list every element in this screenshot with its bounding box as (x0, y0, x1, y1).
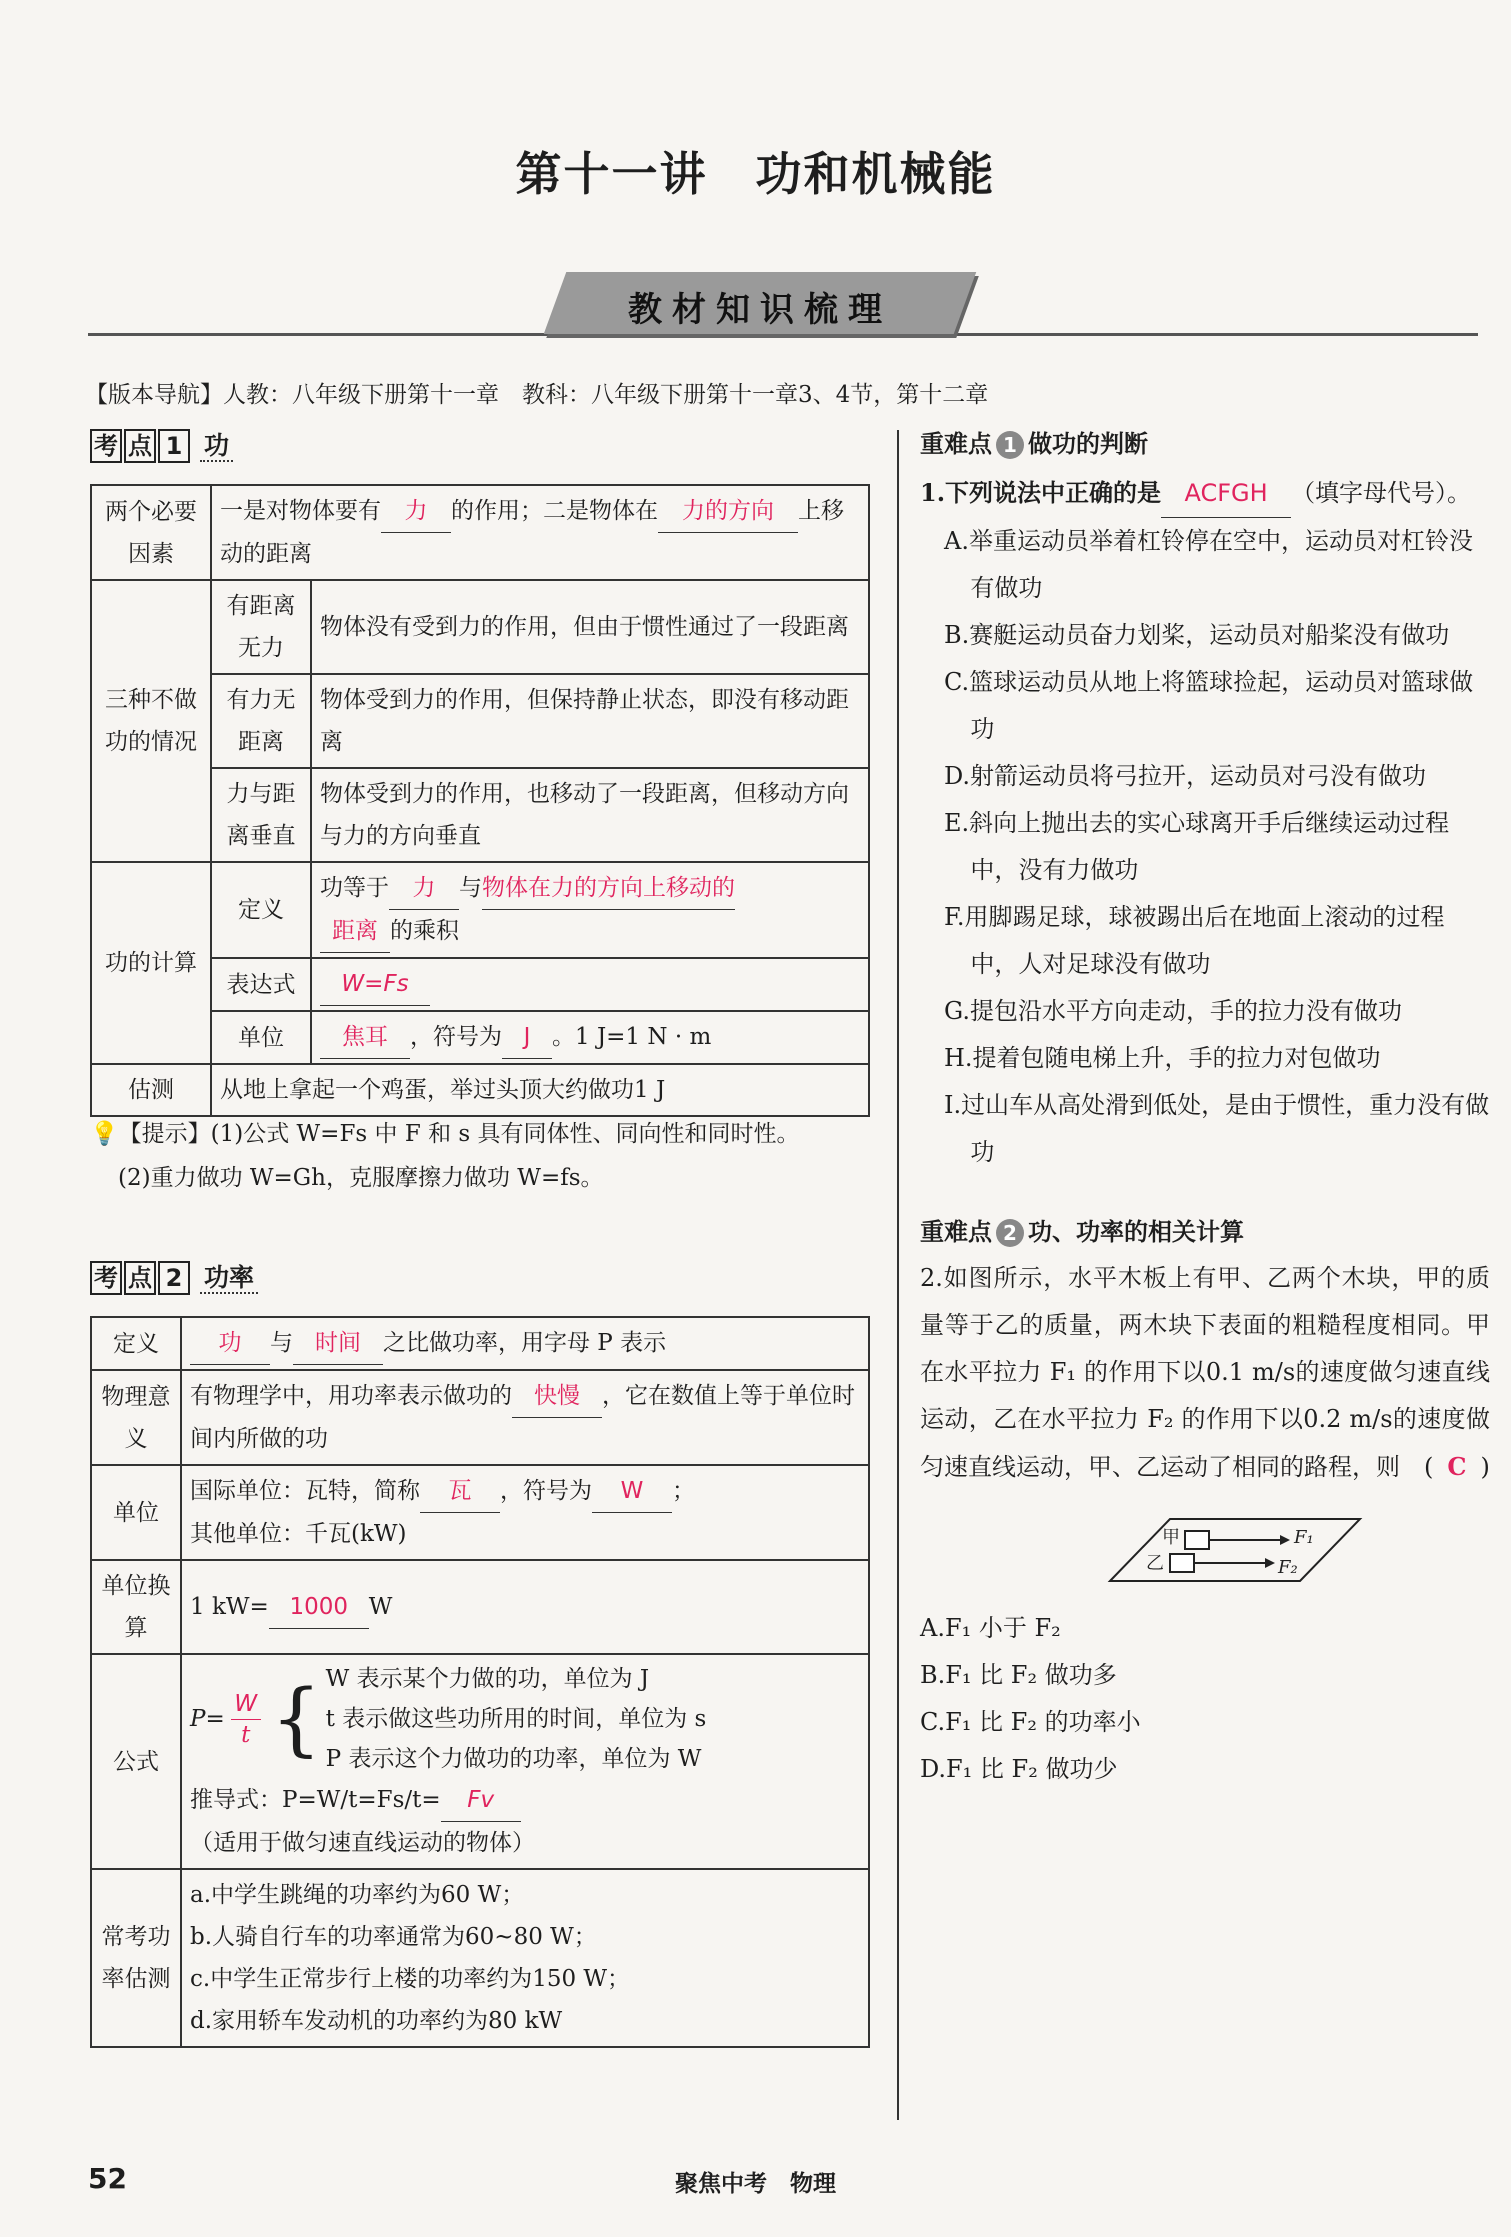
number-circle: 1 (996, 431, 1024, 459)
block-jia (1185, 1531, 1209, 1549)
tip-line: (2)重力做功 W=Gh，克服摩擦力做功 W=fs。 (118, 1165, 604, 1191)
option: B.赛艇运动员奋力划桨，运动员对船桨没有做功 (944, 621, 1450, 649)
formula-explanations: W 表示某个力做的功，单位为 J t 表示做这些功所用的时间，单位为 s P 表示这个力做功的功率，单位为 W (325, 1666, 707, 1772)
row-label: 单位 (91, 1465, 181, 1560)
kp-number: 2 (158, 1261, 190, 1295)
option: I.过山车从高处滑到低处，是由于惯性，重力没有做功 (944, 1091, 1490, 1166)
kp2-name: 功率 (200, 1263, 258, 1294)
answer-blank: 力 (381, 490, 451, 533)
arrowhead (1280, 1535, 1290, 1545)
case-label: 有距离无力 (211, 580, 311, 674)
section-banner-text: 教材知识梳理 (628, 290, 892, 330)
option: B.F₁ 比 F₂ 做功多 (920, 1661, 1117, 1689)
row-content: 1 kW= 1000 W (181, 1560, 869, 1654)
label-jia: 甲 (1162, 1527, 1180, 1548)
lightbulb-icon: 💡 (90, 1121, 119, 1147)
answer-blank: 功 (190, 1322, 270, 1365)
kp2-heading (90, 1258, 258, 1295)
option: C.F₁ 比 F₂ 的功率小 (920, 1708, 1141, 1736)
option: G.提包沿水平方向走动，手的拉力没有做功 (944, 997, 1402, 1025)
table-row (91, 1465, 869, 1560)
row-content: 一是对物体要有 力 的作用；二是物体在 力的方向 上移动的距离 (211, 485, 869, 580)
answer-blank: 瓦 (420, 1470, 500, 1513)
option: E.斜向上抛出去的实心球离开手后继续运动过程中，没有力做功 (944, 809, 1450, 884)
table-row (91, 1869, 869, 2047)
kp2-table (90, 1316, 870, 2048)
right-column (920, 424, 1490, 1793)
sub-label: 单位 (211, 1011, 311, 1064)
table-row (91, 1317, 869, 1370)
version-guide: 【版本导航】人教：八年级下册第十一章 教科：八年级下册第十一章3、4节，第十二章 (85, 382, 989, 408)
question-1: 1.下列说法中正确的是 ACFGH （填字母代号）。 (920, 469, 1490, 518)
kp-box: 点 (124, 429, 156, 463)
option: A.举重运动员举着杠铃停在空中，运动员对杠铃没有做功 (944, 527, 1473, 602)
row-content: 有物理学中，用功率表示做功的 快慢 ，它在数值上等于单位时间内所做的功 (181, 1370, 869, 1465)
sub-label: 定义 (211, 862, 311, 958)
table-row (91, 1560, 869, 1654)
label-yi: 乙 (1146, 1553, 1164, 1574)
row-content: 功等于 力 与物体在力的方向上移动的 距离 的乘积 (311, 862, 869, 958)
row-content (181, 1654, 869, 1869)
answer-blank: 力 (389, 867, 459, 910)
question-2: 2.如图所示，水平木板上有甲、乙两个木块，甲的质量等于乙的质量，两木块下表面的粗糙程度相同。甲在水平拉力 F₁ 的作用下以0.1 m/s的速度做匀速直线运动，乙在水平拉力 F₂ 的作用下以0.2 m/s的速度做匀速直线运动，甲、乙运动了相同的路程，则 ( C ) (920, 1264, 1490, 1481)
formula-fraction: $\frac{W}{t}$ (231, 1689, 261, 1750)
row-content (311, 958, 869, 1011)
tip-line: 💡【提示】(1)公式 W=Fs 中 F 和 s 具有同体性、同向性和同时性。 (90, 1121, 800, 1147)
page-number: 52 (88, 2162, 127, 2195)
answer-choice: C (1447, 1452, 1467, 1481)
kp-box: 考 (90, 429, 122, 463)
row-content: 焦耳 ，符号为 J 。1 J=1 N · m (311, 1011, 869, 1064)
focus-heading-2: 重难点 2 功、功率的相关计算 (920, 1218, 1244, 1246)
table-row (91, 1370, 869, 1465)
option: H.提着包随电梯上升，手的拉力对包做功 (944, 1044, 1381, 1072)
option: D.F₁ 比 F₂ 做功少 (920, 1755, 1118, 1783)
kp1-table (90, 484, 870, 1117)
answer-blank: 力的方向 (658, 490, 798, 533)
answer-blank: W=Fs (320, 963, 430, 1006)
table-row (91, 862, 869, 958)
kp1-heading (90, 426, 233, 463)
answer-blank: Fv (441, 1779, 521, 1822)
label-f1: F₁ (1294, 1527, 1314, 1548)
row-label: 物理意义 (91, 1370, 181, 1465)
answer-blank: 时间 (293, 1322, 383, 1365)
option: A.F₁ 小于 F₂ (920, 1614, 1061, 1642)
answer-blank: ACFGH (1161, 470, 1291, 518)
option: D.射箭运动员将弓拉开，运动员对弓没有做功 (944, 762, 1427, 790)
option: F.用脚踢足球，球被踢出后在地面上滚动的过程中，人对足球没有做功 (944, 903, 1445, 978)
book-title: 聚焦中考 物理 (675, 2171, 836, 2197)
row-content: 从地上拿起一个鸡蛋，举过头顶大约做功1 J (211, 1064, 869, 1116)
table-row (91, 1064, 869, 1116)
case-text: 物体受到力的作用，也移动了一段距离，但移动方向与力的方向垂直 (311, 768, 869, 862)
label-f2: F₂ (1278, 1557, 1298, 1578)
number-circle: 2 (996, 1219, 1024, 1247)
row-label: 单位换算 (91, 1560, 181, 1654)
derive-line: 推导式：P=W/t=Fs/t= Fv（适用于做匀速直线运动的物体） (190, 1779, 860, 1864)
row-label: 公式 (91, 1654, 181, 1869)
answer-blank: 焦耳 (320, 1016, 410, 1059)
case-text: 物体受到力的作用，但保持静止状态，即没有移动距离 (311, 674, 869, 768)
page-title: 第十一讲 功和机械能 (515, 147, 996, 201)
kp-number: 1 (158, 429, 190, 463)
row-content: a.中学生跳绳的功率约为60 W； b.人骑自行车的功率通常为60~80 W； c.中学生正常步行上楼的功率约为150 W； d.家用轿车发动机的功率约为80 kW (181, 1869, 869, 2047)
table-row (91, 1654, 869, 1869)
row-content: 功 与 时间 之比做功率，用字母 P 表示 (181, 1317, 869, 1370)
case-label: 有力无距离 (211, 674, 311, 768)
row-label: 功的计算 (91, 862, 211, 1064)
row-label: 定义 (91, 1317, 181, 1370)
blocks-figure (920, 1491, 1490, 1601)
answer-blank: 物体在力的方向上移动的 (482, 867, 735, 910)
case-label: 力与距离垂直 (211, 768, 311, 862)
focus-heading-1: 重难点 1 做功的判断 (920, 430, 1148, 458)
row-content: 国际单位：瓦特，简称 瓦 ，符号为 W ； 其他单位：千瓦(kW) (181, 1465, 869, 1560)
answer-blank: 1000 (269, 1586, 369, 1629)
table-row (91, 580, 869, 674)
row-label: 三种不做功的情况 (91, 580, 211, 862)
table-row (91, 485, 869, 580)
row-label: 常考功率估测 (91, 1869, 181, 2047)
row-label: 估测 (91, 1064, 211, 1116)
kp-box: 考 (90, 1261, 122, 1295)
case-text: 物体没有受到力的作用，但由于惯性通过了一段距离 (311, 580, 869, 674)
tip-block (90, 1112, 870, 1200)
option: C.篮球运动员从地上将篮球捡起，运动员对篮球做功 (944, 668, 1474, 743)
arrowhead (1265, 1558, 1275, 1568)
column-divider (897, 430, 899, 2120)
formula-block: P= $\frac{W}{t}$ { W 表示某个力做的功，单位为 J t 表示做这些功所用的时间，单位为 s P 表示这个力做功的功率，单位为 W (190, 1659, 860, 1779)
row-label: 两个必要因素 (91, 485, 211, 580)
kp1-name: 功 (200, 431, 233, 462)
block-yi (1170, 1554, 1194, 1572)
answer-blank: 距离 (320, 910, 390, 953)
answer-blank: 快慢 (512, 1375, 602, 1418)
answer-blank: J (502, 1016, 552, 1059)
sub-label: 表达式 (211, 958, 311, 1011)
answer-blank: W (592, 1470, 672, 1513)
kp-box: 点 (124, 1261, 156, 1295)
